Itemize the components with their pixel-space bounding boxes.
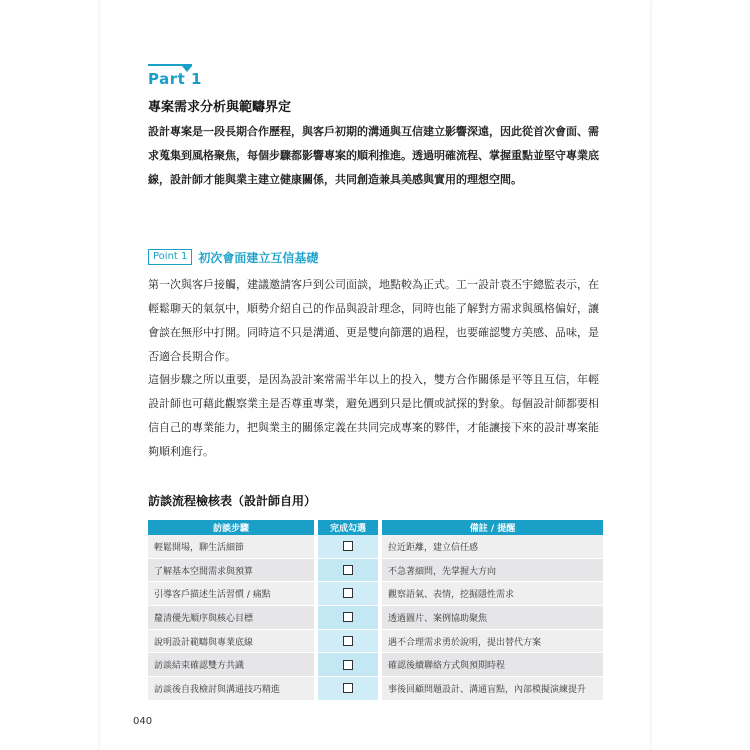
check-cell[interactable] (318, 582, 378, 606)
header-note: 備註 / 提醒 (382, 520, 603, 535)
checkbox-icon[interactable] (343, 588, 353, 598)
check-cell[interactable] (318, 677, 378, 701)
point-heading (148, 249, 318, 265)
checkbox-icon[interactable] (343, 612, 353, 622)
checkbox-icon[interactable] (343, 636, 353, 646)
header-check: 完成勾選 (318, 520, 378, 535)
check-cell[interactable] (318, 653, 378, 677)
point-badge: Point 1 (148, 249, 192, 265)
part-label: Part 1 (148, 70, 202, 88)
note-cell: 不急著細問，先掌握大方向 (382, 559, 603, 583)
point-title: 初次會面建立互信基礎 (198, 250, 319, 265)
table-row (148, 559, 603, 583)
note-cell: 確認後續聯絡方式與預期時程 (382, 653, 603, 677)
body-paragraph-2: 這個步驟之所以重要，是因為設計案常需半年以上的投入，雙方合作關係是平等且互信，年輕設計師也可藉此觀察業主是否尊重專業，避免遇到只是比價或試探的對象。每個設計師都要相信自己的專業能力，把與業主的關係定義在共同完成專案的夥伴，才能讓接下來的設計專案能夠順利進行。 (148, 373, 599, 458)
table-header-row (148, 520, 603, 535)
checkbox-icon[interactable] (343, 565, 353, 575)
check-cell[interactable] (318, 630, 378, 654)
table-row (148, 582, 603, 606)
page-number: 040 (133, 716, 153, 727)
body-paragraph-1: 第一次與客戶接觸，建議邀請客戶到公司面談，地點較為正式。工一設計袁丕宇總監表示，在輕鬆聊天的氣氛中，順勢介紹自己的作品與設計理念，同時也能了解對方需求與風格偏好，讓會談在無形中打開。同時這不只是溝通、更是雙向篩選的過程，也要確認雙方美感、品味，是否適合長期合作。 (148, 278, 599, 363)
intro-paragraph: 設計專案是一段長期合作歷程，與客戶初期的溝通與互信建立影響深遠，因此從首次會面、需求蒐集到風格聚焦，每個步驟都影響專案的順利推進。透過明確流程、掌握重點並堅守專業底線，設計師才能與業主建立健康關係，共同創造兼具美感與實用的理想空間。 (148, 125, 599, 186)
step-cell: 了解基本空間需求與預算 (148, 559, 314, 583)
note-cell: 拉近距離，建立信任感 (382, 535, 603, 559)
check-cell[interactable] (318, 535, 378, 559)
note-cell: 遇不合理需求勇於說明，提出替代方案 (382, 630, 603, 654)
step-cell: 訪談後自我檢討與溝通技巧精進 (148, 677, 314, 701)
section-title: 專案需求分析與範疇界定 (148, 100, 292, 115)
table-row (148, 535, 603, 559)
step-cell: 輕鬆開場，聊生活細節 (148, 535, 314, 559)
table-row (148, 606, 603, 630)
checklist-table (148, 520, 603, 701)
checkbox-icon[interactable] (343, 683, 353, 693)
note-cell: 透過圖片、案例協助聚焦 (382, 606, 603, 630)
checkbox-icon[interactable] (343, 660, 353, 670)
step-cell: 引導客戶描述生活習慣 / 痛點 (148, 582, 314, 606)
check-cell[interactable] (318, 606, 378, 630)
note-cell: 觀察語氣、表情，挖掘隱性需求 (382, 582, 603, 606)
step-cell: 說明設計範疇與專業底線 (148, 630, 314, 654)
header-step: 訪談步驟 (148, 520, 314, 535)
checkbox-icon[interactable] (343, 541, 353, 551)
table-row (148, 653, 603, 677)
table-row (148, 677, 603, 701)
note-cell: 事後回顧問題設計、溝通盲點，內部模擬演練提升 (382, 677, 603, 701)
table-title: 訪談流程檢核表（設計師自用） (148, 494, 317, 508)
table-row (148, 630, 603, 654)
step-cell: 訪談結束確認雙方共識 (148, 653, 314, 677)
check-cell[interactable] (318, 559, 378, 583)
part-marker (148, 64, 192, 66)
step-cell: 釐清優先順序與核心目標 (148, 606, 314, 630)
